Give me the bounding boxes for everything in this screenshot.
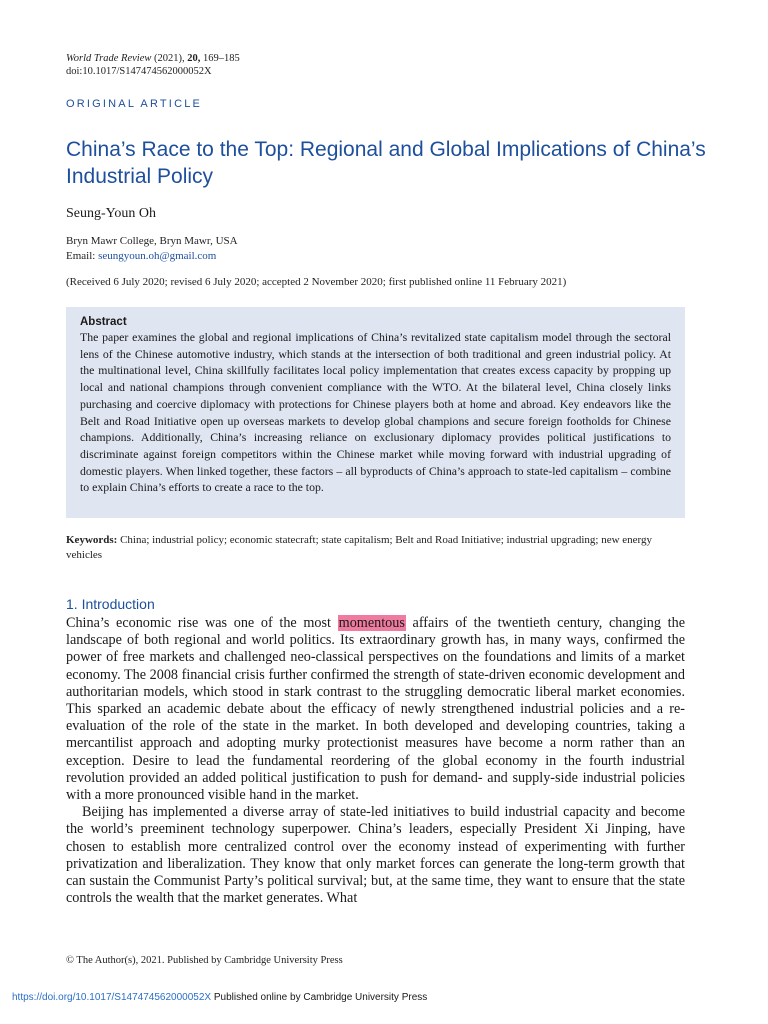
abstract-text: The paper examines the global and regional implications of China’s revitalized state capitalism model through the sectoral lens of the Chinese automotive industry, which stands at the intersection of both traditional and green industrial policy. At the multinational level, China skillfully facilitates local policy implementation that creates excess capacity by propping up local and national champions through convenient compliance with the WTO. At the bilateral level, China closely links purchasing and coercive diplomacy with protections for Chinese players both at home and abroad. Key endeavors like the Belt and Road Initiative open up overseas markets to develop global champions and secure foreign footholds for Chinese champions. Additionally, China’s increasing reliance on exclusionary diplomacy provides political justifications to discriminate against foreign competitors within the Chinese market while moving forward with industrial upgrading of domestic players. When linked together, these factors – all byproducts of China’s approach to state-led capitalism – combine to explain China’s efforts to create a race to the top. (80, 330, 671, 495)
received-dates: (Received 6 July 2020; revised 6 July 2020; accepted 2 November 2020; first published online 11 February 2021) (66, 276, 567, 288)
journal-doi: doi:10.1017/S147474562000052X (66, 66, 212, 77)
keywords (66, 533, 685, 563)
abstract-box (66, 307, 685, 518)
published-online-text: Published online by Cambridge University Press (211, 992, 428, 1003)
author-affiliation-block (66, 234, 238, 263)
paragraph-1-rest: affairs of the twentieth century, changing the landscape of both regional and world politics. Its extraordinary growth has, in many ways, confirmed the power of free markets and challenged neo-classical perspectives on the foundations and limits of a market economy. The 2008 financial crisis further confirmed the strength of state-driven economic development and authoritarian models, which stood in stark contrast to the struggling democratic liberal market economies. This sparked an academic debate about the efficacy of newly strengthened industrial policies and a re-evaluation of the role of the state in the market. In both developed and developing countries, taking a mercantilist approach and adopting murky protectionist measures have become a norm rather than an exception. Desire to lead the fundamental reordering of the global economy in the fourth industrial revolution provided an added political justification to push for demand- and supply-side industrial policies with a more pronounced visible hand in the market. (66, 615, 685, 804)
journal-citation (66, 52, 240, 78)
copyright-footer: © The Author(s), 2021. Published by Cambridge University Press (66, 955, 343, 966)
paragraph-2: Beijing has implemented a diverse array of state-led initiatives to build industrial capacity and become the world’s preeminent technology superpower. China’s leaders, especially President Xi Jinping, have chosen to establish more centralized control over the economy instead of experimenting with further privatization and liberalization. They know that only market forces can generate the long-term growth that can sustain the Communist Party’s political survival; but, at the same time, they want to ensure that the state controls the wealth that the market generates. What (66, 804, 685, 907)
doi-link[interactable]: https://doi.org/10.1017/S147474562000052X (12, 992, 212, 1003)
email-line (66, 249, 238, 264)
journal-name: World Trade Review (66, 53, 152, 64)
citation-line (66, 52, 240, 65)
publisher-bar (12, 992, 427, 1003)
article-title: China’s Race to the Top: Regional and Global Implications of China’s Industrial Policy (66, 138, 706, 188)
paragraph-1-start: China’s economic rise was one of the most (66, 615, 338, 631)
keywords-label: Keywords: (66, 534, 118, 546)
paragraph-1 (66, 615, 685, 804)
keywords-text: China; industrial policy; economic statecraft; state capitalism; Belt and Road Initiative; industrial upgrading; new energy vehicles (66, 534, 653, 561)
abstract-heading: Abstract (80, 316, 127, 328)
highlighted-word[interactable]: momentous (338, 615, 405, 631)
journal-pages: 169–185 (202, 53, 240, 64)
journal-volume: 20, (187, 53, 201, 64)
author-name: Seung-Youn Oh (66, 206, 156, 221)
introduction-body (66, 615, 685, 907)
affiliation: Bryn Mawr College, Bryn Mawr, USA (66, 235, 238, 247)
journal-year: (2021), (153, 53, 185, 64)
section-heading-introduction: 1. Introduction (66, 596, 155, 612)
article-type: ORIGINAL ARTICLE (66, 98, 203, 110)
email-label: Email: (66, 249, 96, 262)
email-link[interactable]: seungyoun.oh@gmail.com (98, 249, 217, 262)
